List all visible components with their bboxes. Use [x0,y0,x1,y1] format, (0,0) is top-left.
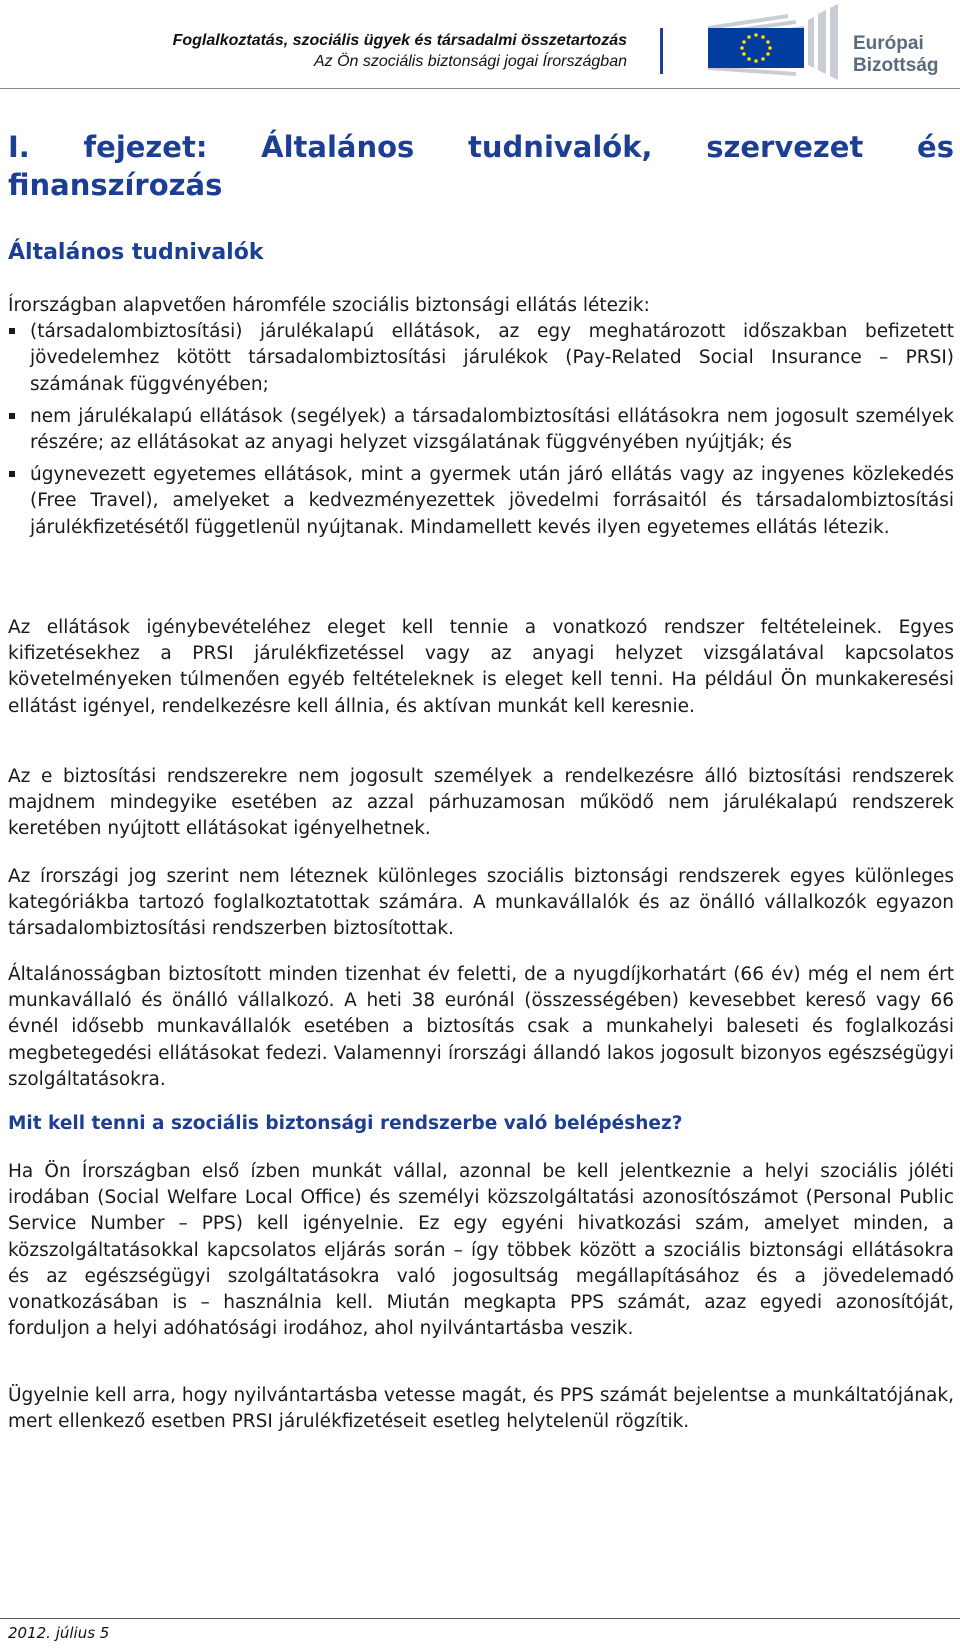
page-header [0,0,960,88]
list-item-text: nem járulékalapú ellátások (segélyek) a társadalombiztosítási ellátásokra nem jogosult személyek részére; az ellátásokat az anyagi helyzet vizsgálatának függvényében nyújtják; és [30,405,954,454]
eu-flag-icon [700,4,850,80]
paragraph: Ügyelnie kell arra, hogy nyilvántartásba vetesse magát, és PPS számát bejelentse a munkáltatójának, mert ellenkező esetben PRSI járulékfizetéseit esetleg helytelenül rögzítik. [8,1385,954,1433]
paragraph: Ha Ön Írországban első ízben munkát vállal, azonnal be kell jelentkeznie a helyi szociális jóléti irodában (Social Welfare Local Office) és személyi közszolgáltatási azonosítószámot (Personal Public Service Number – PPS) kell igényelnie. Ez egy egyéni hivatkozási szám, amelyet minden, a közszolgáltatásokkal kapcsolatos eljárás során – így többek között a szociális biztonsági ellátásokra és az egészségügyi szolgáltatásokra való jogosultság megállapításához és a jövedelemadó vonatkozásában is – használnia kell. Miután megkapta PPS számát, azaz egyedi azonosítóját, forduljon a helyi adóhatósági irodához, ahol nyilvántartásba veszik. [8,1161,954,1340]
intro-block [8,293,954,547]
paragraph: Az írországi jog szerint nem léteznek különleges szociális biztonsági rendszerek egyes különleges kategóriákba tartozó foglalkoztatottak számára. A munkavállalók és az önálló vállalkozók egyazon társadalombiztosítási rendszerben biztosítottak. [8,866,954,940]
logo-text-line1: Európai [853,33,924,54]
bullet-icon [9,328,15,334]
logo-text-line2: Bizottság [853,55,939,76]
section-title: Általános tudnivalók [8,240,264,265]
subsection-title: Mit kell tenni a szociális biztonsági rendszerbe való belépéshez? [8,1113,683,1134]
paragraph-block-3 [8,864,954,943]
paragraph: Általánosságban biztosított minden tizenhat év feletti, de a nyugdíjkorhatárt (66 év) még el nem ért munkavállaló és önálló vállalkozó. A heti 38 eurónál (összességében) kevesebbet kereső vagy 66 évnél idősebb munkavállalók esetében a biztosítás csak a munkahelyi baleseti és foglalkozási megbetegedési ellátásokat fedezi. Valamennyi írországi állandó lakos jogosult bizonyos egészségügyi szolgáltatásokra. [8,964,954,1090]
european-commission-logo [700,4,955,80]
header-department: Foglalkoztatás, szociális ügyek és társadalmi összetartozás [172,32,627,49]
list-item [8,404,954,456]
document-body [8,128,954,1433]
list-item [8,319,954,398]
paragraph-block-2 [8,764,954,843]
list-item [8,462,954,541]
paragraph-block-4 [8,962,954,1093]
list-item-text: úgynevezett egyetemes ellátások, mint a gyermek után járó ellátás vagy az ingyenes közlekedés (Free Travel), amelyeket a kedvezményezettek jövedelmi forrásaitól és társadalombiztosítási járulékfizetésétől függetlenül nyújtanak. Mindamellett kevés ilyen egyetemes ellátás létezik. [30,464,954,538]
bullet-icon [9,413,15,419]
subsection-heading-block [8,1113,954,1134]
paragraph: Az ellátások igénybevételéhez eleget kell tennie a vonatkozó rendszer feltételeinek. Egyes kifizetésekhez a PRSI járulékfizetéssel vagy az anyagi helyzet vizsgálatával kapcsolatos követelményeken túlmenően egyéb feltételeknek is eleget kell tenni. Ha például Ön munkakeresési ellátást igényel, rendelkezésre kell állnia, és aktívan munkát kell keresnie. [8,617,954,717]
header-subtitle: Az Ön szociális biztonsági jogai Írországban [313,53,627,70]
paragraph-block-6 [8,1383,954,1435]
header-separator [660,28,663,74]
intro-paragraph: Írországban alapvetően háromféle szociális biztonsági ellátás létezik: [8,295,650,316]
header-rule [0,88,960,89]
paragraph: Az e biztosítási rendszerekre nem jogosult személyek a rendelkezésre álló biztosítási rendszerek majdnem mindegyike esetében az azzal párhuzamosan működő nem járulékalapú rendszerek keretében nyújtott ellátásokat igényelhetnek. [8,766,954,840]
list-item-text: (társadalombiztosítási) járulékalapú ellátások, az egy meghatározott időszakban befizetett jövedelemhez kötött társadalombiztosítási járulékok (Pay-Related Social Insurance – PRSI) számának függvényében; [30,321,954,395]
page-footer: 2012. július 5 [8,1624,110,1642]
paragraph-block-1 [8,615,954,720]
paragraph-block-5 [8,1159,954,1342]
benefit-types-list [8,319,954,541]
bullet-icon [9,471,15,477]
chapter-title: I. fejezet: Általános tudnivalók, szervezet és finanszírozás [8,130,954,202]
footer-rule [0,1618,960,1619]
